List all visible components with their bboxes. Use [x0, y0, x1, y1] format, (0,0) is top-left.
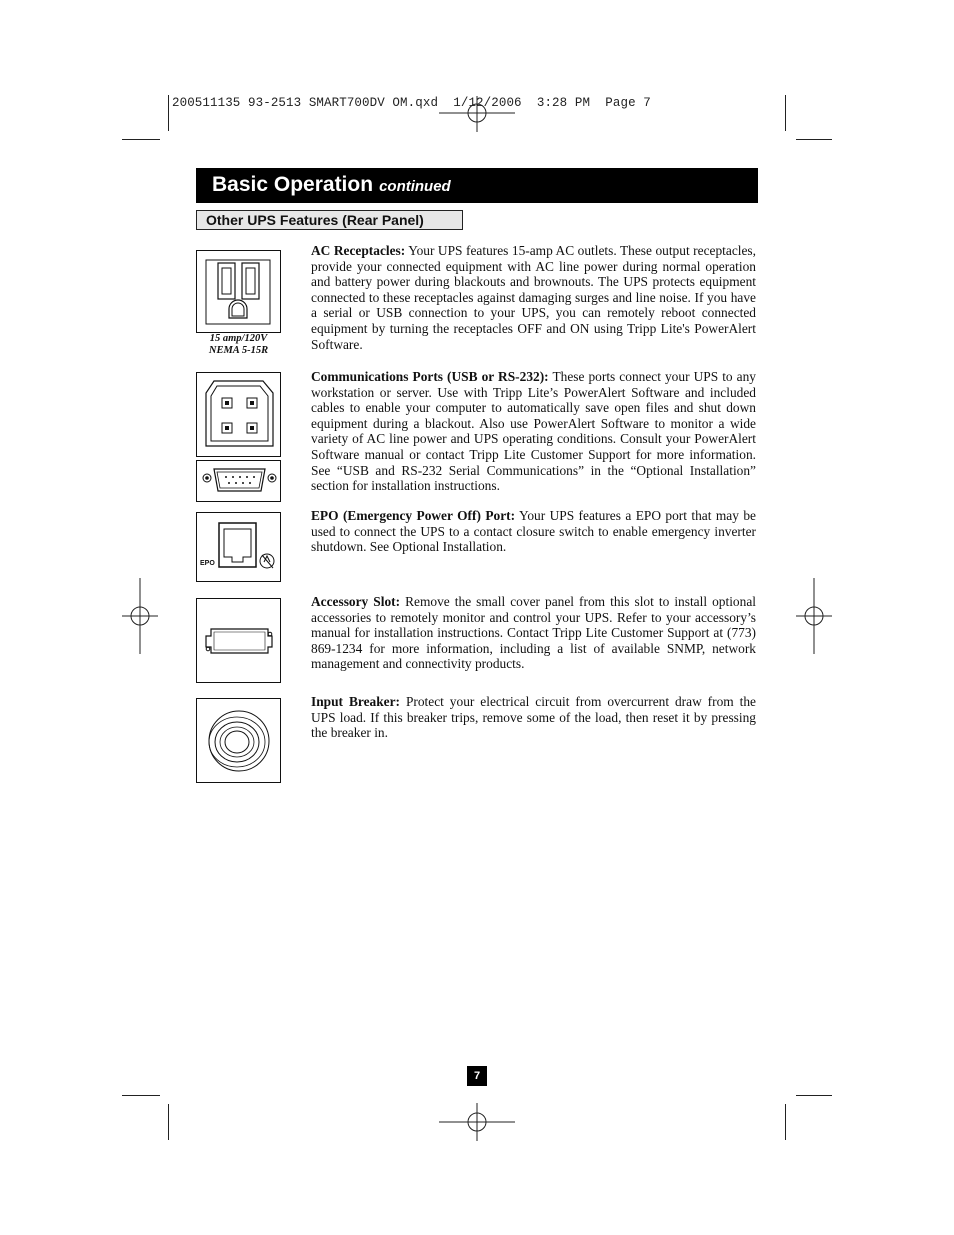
accessory-slot-paragraph	[311, 594, 756, 672]
page-title	[212, 173, 451, 197]
usb-port-figure	[196, 372, 281, 457]
ac-caption-type: NEMA 5-15R	[208, 345, 269, 356]
input-breaker-title: Input Breaker:	[311, 694, 401, 709]
ac-receptacles-paragraph	[311, 243, 756, 352]
epo-port-title: EPO (Emergency Power Off) Port:	[311, 508, 516, 523]
communications-ports-paragraph	[311, 369, 756, 494]
communications-ports-title: Communications Ports (USB or RS-232):	[311, 369, 549, 384]
communications-ports-body: These ports connect your UPS to any workstation or server. Use with Tripp Lite’s PowerAlert Software and included cables to enable your computer to automatically save open files and shut down equipment during a blackout. Also use PowerAlert Software to monitor a wide variety of AC line power and UPS operating conditions. Consult your PowerAlert Software manual or contact Tripp Lite Customer Support for more information. See “USB and RS-232 Serial Communications” in the “Optional Installation” section for installation instructions.	[311, 369, 756, 494]
ac-caption-rating: 15 amp/120V	[209, 333, 268, 344]
page-title-text: Basic Operation	[212, 173, 374, 196]
registration-mark-bottom	[439, 1103, 515, 1143]
rs232-port-figure	[196, 460, 281, 502]
input-breaker-figure	[196, 698, 281, 783]
usb-port-icon	[197, 373, 282, 458]
accessory-slot-figure	[196, 598, 281, 683]
epo-port-figure	[196, 512, 281, 582]
accessory-slot-icon	[197, 599, 282, 684]
rj11-jack-icon	[197, 513, 282, 583]
registration-mark-right	[796, 578, 832, 654]
epo-label: EPO	[200, 560, 215, 567]
serial-port-icon	[197, 461, 282, 503]
input-breaker-body: Protect your electrical circuit from overcurrent draw from the UPS load. If this breaker trips, remove some of the load, then reset it by pressing the breaker in.	[311, 694, 756, 741]
ac-receptacles-body: Your UPS features 15-amp AC outlets. These output receptacles, provide your connected equipment with AC line power during normal operation and battery power during blackouts and brownouts. The UPS protects equipment connected to these receptacles against damaging surges and line noise. If you have a serial or USB connection to your UPS, you can remotely reboot connected equipment by turning the receptacles OFF and ON using Tripp Lite's PowerAlert Software.	[311, 243, 756, 352]
accessory-slot-title: Accessory Slot:	[311, 594, 401, 609]
ac-receptacle-caption	[196, 333, 281, 357]
ac-receptacle-figure	[196, 250, 281, 333]
ac-receptacles-title: AC Receptacles:	[311, 243, 406, 258]
registration-mark-top	[439, 96, 515, 136]
page-title-continued: continued	[379, 178, 451, 195]
epo-port-paragraph	[311, 508, 756, 555]
circuit-breaker-icon	[197, 699, 282, 784]
subsection-heading: Other UPS Features (Rear Panel)	[196, 210, 463, 230]
file-slug: 200511135 93-2513 SMART700DV OM.qxd 1/12/2006 3:28 PM Page 7	[172, 96, 651, 110]
accessory-slot-body: Remove the small cover panel from this slot to install optional accessories to remotely monitor and control your UPS. Refer to your accessory’s manual for installation instructions. Contact Tripp Lite Customer Support at (773) 869-1234 for more information, including a list of available SNMP, network management and connectivity products.	[311, 594, 756, 672]
ac-outlet-icon	[197, 251, 282, 334]
epo-port-body: Your UPS features a EPO port that may be used to connect the UPS to a contact closure switch to enable emergency inverter shutdown. See Optional Installation.	[311, 508, 756, 555]
input-breaker-paragraph	[311, 694, 756, 741]
registration-mark-left	[122, 578, 158, 654]
page-number: 7	[467, 1066, 487, 1086]
